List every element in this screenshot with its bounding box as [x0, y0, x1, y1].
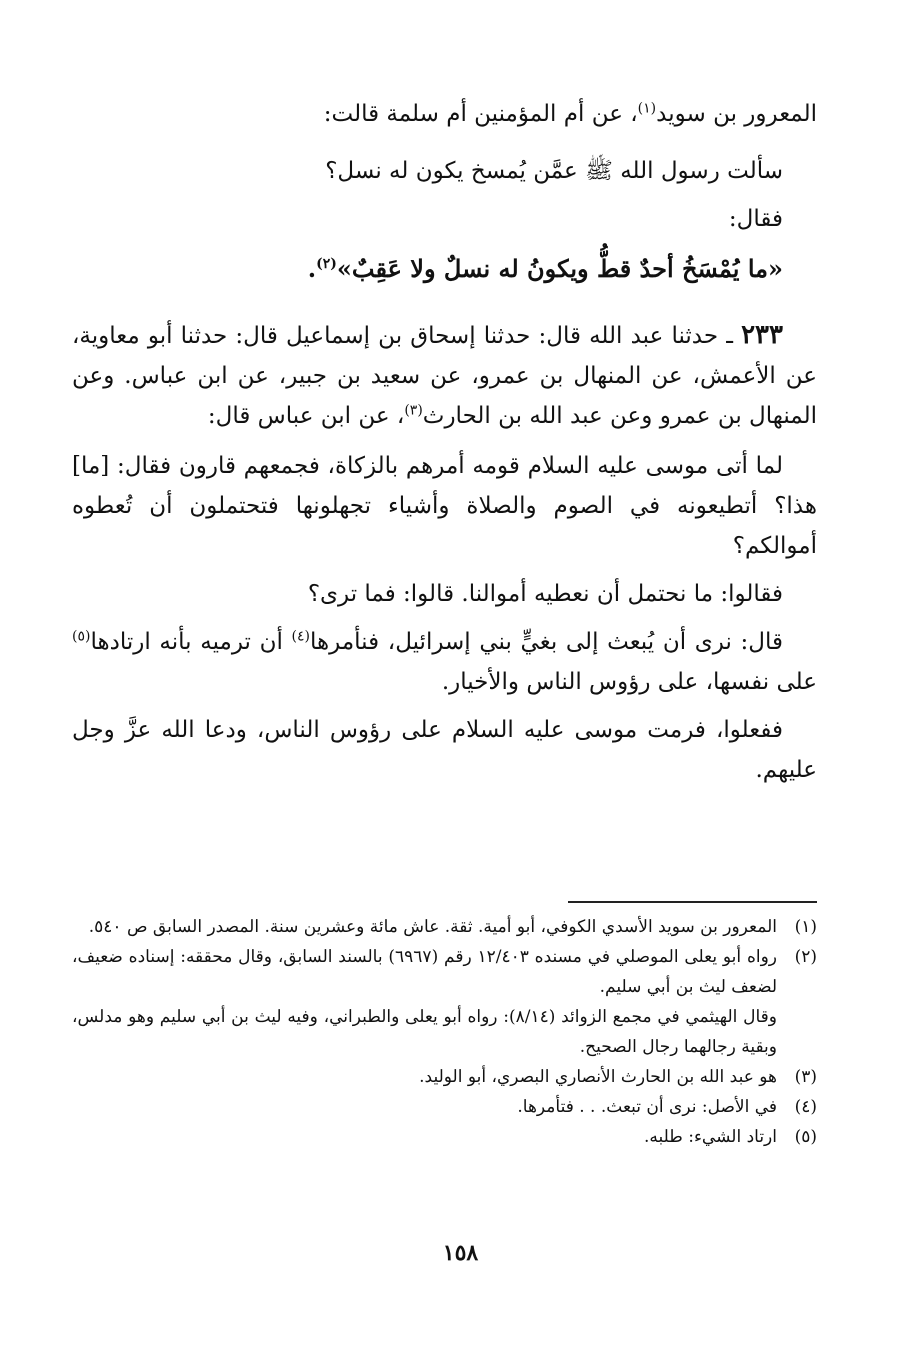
footnote-item — [72, 1122, 817, 1152]
hadith-number: ٢٣٣ — [741, 320, 783, 350]
paragraph-2: سألت رسول الله ﷺ عمَّن يُمسخ يكون له نسل؟ — [325, 158, 783, 184]
footnote-text: رواه أبو يعلى الموصلي في مسنده ١٢/٤٠٣ رقم (٦٩٦٧) بالسند السابق، وقال محققه: إسناده ضعيف، لضعف ليث بن أبي سليم. — [72, 947, 777, 997]
footnote-text: ارتاد الشيء: طلبه. — [644, 1127, 777, 1147]
footnote-ref: (٥) — [72, 628, 91, 645]
footnote-ref: (١) — [637, 100, 657, 117]
paragraph-1 — [72, 94, 817, 134]
prophet-quote — [72, 249, 817, 289]
footnote-item — [72, 912, 817, 942]
footnote-item — [72, 942, 817, 1002]
footnote-divider — [568, 901, 817, 903]
footnote-item — [72, 1002, 817, 1062]
main-text — [72, 94, 817, 790]
footnote-text: هو عبد الله بن الحارث الأنصاري البصري، أبو الوليد. — [419, 1067, 777, 1087]
footnote-item — [72, 1092, 817, 1122]
footnote-number: (١) — [794, 917, 817, 937]
footnotes — [72, 912, 817, 1152]
text-span: ، عن أم المؤمنين أم سلمة قالت: — [323, 101, 638, 127]
footnote-number — [777, 1002, 817, 1062]
quote-text: «ما يُمْسَخُ أحدٌ قطُّ ويكونُ له نسلٌ ولا عَقِبٌ» — [336, 254, 783, 283]
footnote-item — [72, 1062, 817, 1092]
paragraph-8 — [72, 622, 817, 702]
page-number: ١٥٨ — [442, 1240, 479, 1266]
text-span: ، عن ابن عباس قال: — [207, 403, 405, 429]
footnote-text: وقال الهيثمي في مجمع الزوائد (٨/١٤): رواه أبو يعلى والطبراني، وفيه ليث بن أبي سليم وهو مدلس، وبقية رجالهما رجال الصحيح. — [72, 1007, 777, 1057]
footnote-number: (٣) — [794, 1067, 817, 1087]
paragraph-6: لما أتى موسى عليه السلام قومه أمرهم بالزكاة، فجمعهم قارون فقال: [ما] هذا؟ أتطيعونه في الصوم والصلاة وأشياء تجهلونها فتحتملون أن تُعطوه أموالكم؟ — [72, 453, 817, 559]
footnote-number: (٤) — [794, 1097, 817, 1117]
footnote-text: في الأصل: نرى أن تبعث. . . فتأمرها. — [517, 1097, 777, 1117]
text-span: ـ حدثنا عبد الله قال: حدثنا إسحاق بن إسماعيل قال: حدثنا أبو معاوية، عن الأعمش، عن المنهال بن عمرو، عن سعيد بن جبير، عن ابن عباس. وعن المنهال بن عمرو وعن عبد الله بن الحارث — [72, 323, 817, 429]
text-span: قال: نرى أن يُبعث إلى بغيٍّ بني إسرائيل، فنأمرها — [310, 629, 783, 655]
text-span: أن ترميه بأنه ارتادها — [90, 629, 292, 655]
footnote-ref: (٢) — [316, 256, 337, 272]
footnote-text: المعرور بن سويد الأسدي الكوفي، أبو أمية. ثقة. عاش مائة وعشرين سنة. المصدر السابق ص ٥٤٠. — [88, 917, 777, 937]
text-span: المعرور بن سويد — [656, 101, 817, 127]
footnote-ref: (٤) — [291, 628, 311, 645]
paragraph-9: ففعلوا، فرمت موسى عليه السلام على رؤوس الناس، ودعا الله عزَّ وجل عليهم. — [72, 717, 817, 783]
paragraph-hadith — [72, 315, 817, 436]
footnote-number: (٥) — [794, 1127, 817, 1147]
text-span: . — [307, 254, 317, 283]
paragraph-3: فقال: — [728, 206, 783, 232]
footnote-ref: (٣) — [404, 402, 423, 419]
paragraph-7: فقالوا: ما نحتمل أن نعطيه أموالنا. قالوا: فما ترى؟ — [307, 581, 783, 607]
footnote-number: (٢) — [794, 947, 817, 967]
text-span: على نفسها، على رؤوس الناس والأخيار. — [441, 669, 817, 695]
